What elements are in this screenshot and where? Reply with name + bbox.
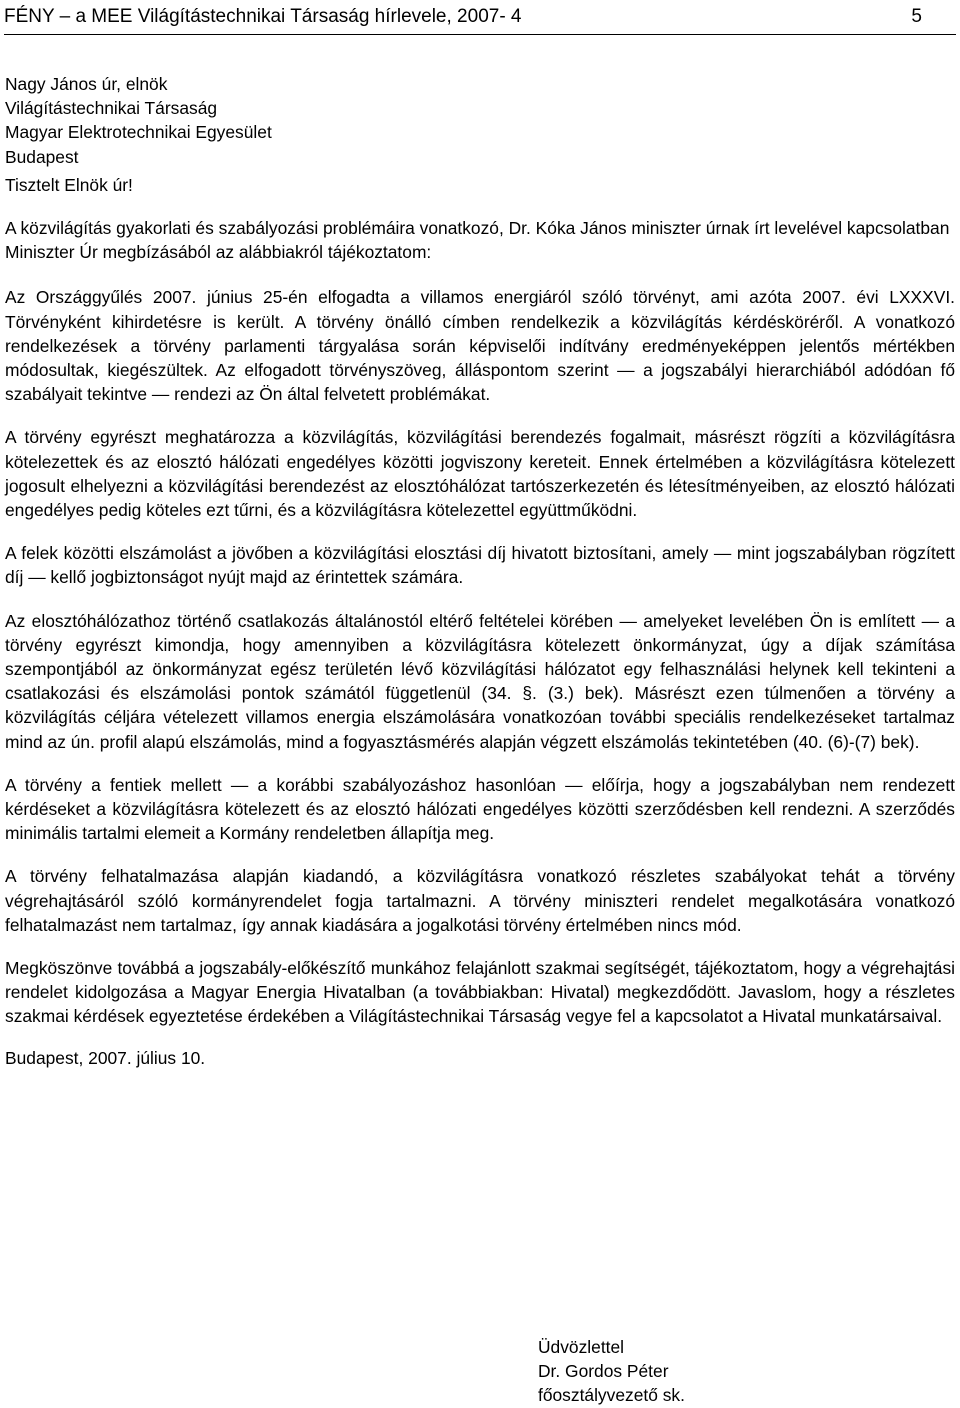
letter-date: Budapest, 2007. július 10. (5, 1047, 206, 1068)
paragraph-definitions: A törvény egyrészt meghatározza a közvilágítás, közvilágítási berendezés fogalmait, másrészt rögzíti a közvilágításra kötelezettek és az elosztó hálózati engedélyes közötti jogviszony kereteit. Ennek értelmében a közvilágításra kötelezett jogosult elhelyezni a közvilágítási berendezést az elosztóhálózat tartószerkezetén és létesítményeiben, az elosztó hálózati engedélyes pedig köteles ezt tűrni, és a közvilágításra kötelezettel együttműködni. (5, 427, 955, 520)
signer-title: főosztályvezető sk. (538, 1385, 685, 1406)
newsletter-title: FÉNY – a MEE Világítástechnikai Társaság hírlevele, 2007- 4 (4, 6, 522, 27)
recipient-org: Világítástechnikai Társaság (5, 98, 218, 119)
paragraph-connection: Az elosztóhálózathoz történő csatlakozás általánostól eltérő feltételei körében — amelyeket levelében Ön is említett — a törvény egyrészt kimondja, hogy amennyiben a közvilágításra kötelezett önkormányzat, úgy a díjak számítása szempontjából az önkormányzat egész területén lévő közvilágítási hálózatot egy felhasználási helynek kell tekinteni a csatlakozási és elszámolási pontok számától függetlenül (34. §. (3.) bek). Másrészt ezen túlmenően a törvény a közvilágítás céljára vételezett villamos energia elszámolására vonatkozóan további speciális rendelkezéseket tartalmaz mind az ún. profil alapú elszámolás, mind a fogyasztásmérés alapján végzett elszámolás tekintetében (40. (6)-(7) bek). (5, 610, 955, 752)
page-header (4, 4, 956, 35)
recipient-parent-org: Magyar Elektrotechnikai Egyesület (5, 122, 272, 143)
signer-name: Dr. Gordos Péter (538, 1361, 669, 1382)
paragraph-settlement: A felek közötti elszámolást a jövőben a közvilágítási elosztási díj hivatott biztosítani, amely — mint jogszabályban rögzített díj — kellő jogbiztonságot nyújt majd az érintettek számára. (5, 543, 955, 588)
recipient-address (5, 72, 955, 169)
intro-paragraph: A közvilágítás gyakorlati és szabályozási problémáira vonatkozó, Dr. Kóka János miniszter úrnak írt levelével kapcsolatban Miniszter Úr megbízásából az alábbiakról tájékoztatom: (5, 217, 950, 263)
page-number: 5 (911, 6, 922, 27)
paragraph-decree: A törvény felhatalmazása alapján kiadandó, a közvilágításra vonatkozó részletes szabályokat tehát a törvény végrehajtásáról szóló kormányrendelet fogja tartalmazni. A törvény miniszteri rendelet megalkotására vonatkozó felhatalmazást nem tartalmaz, így annak kiadására a jogalkotási törvény értelmében nincs mód. (5, 866, 955, 935)
closing-greeting: Üdvözlettel (538, 1337, 625, 1357)
paragraph-contract: A törvény a fentiek mellett — a korábbi szabályozáshoz hasonlóan — előírja, hogy a jogszabályban nem rendezett kérdéseket a közvilágításra kötelezett és az elosztó hálózati engedélyes közötti szerződésben kell rendezni. A szerződés minimális tartalmi elemeit a Kormány rendeletben állapítja meg. (5, 774, 955, 844)
recipient-city: Budapest (5, 146, 79, 167)
recipient-name: Nagy János úr, elnök (5, 74, 168, 94)
salutation: Tisztelt Elnök úr! (5, 174, 133, 195)
paragraph-thanks: Megköszönve továbbá a jogszabály-előkészítő munkához felajánlott szakmai segítségét, tájékoztatom, hogy a végrehajtási rendelet kidolgozása a Magyar Energia Hivatalban (a továbbiakban: Hivatal) megkezdődött. Javaslom, hogy a részletes szakmai kérdések egyeztetése érdekében a Világítástechnikai Társaság vegye fel a kapcsolatot a Hivatal munkatársaival. (5, 958, 955, 1027)
paragraph-law-adopted: Az Országgyűlés 2007. június 25-én elfogadta a villamos energiáról szóló törvényt, ami azóta 2007. évi LXXXVI. Törvényként kihirdetésre is került. A törvény önálló címben rendelkezik a közvilágítás kérdésköréről. A vonatkozó rendelkezések a törvény parlamenti tárgyalása során képviselői indítvány eredményeképpen jelentős mértékben módosultak, kiegészültek. Az elfogadott törvényszöveg, álláspontom szerint — a jogszabályi hierarchiából adódóan fő szabályait tekintve — rendezi az Ön által felvetett problémákat. (5, 287, 955, 405)
letter-body (5, 52, 955, 1070)
signature-block (538, 1335, 685, 1408)
